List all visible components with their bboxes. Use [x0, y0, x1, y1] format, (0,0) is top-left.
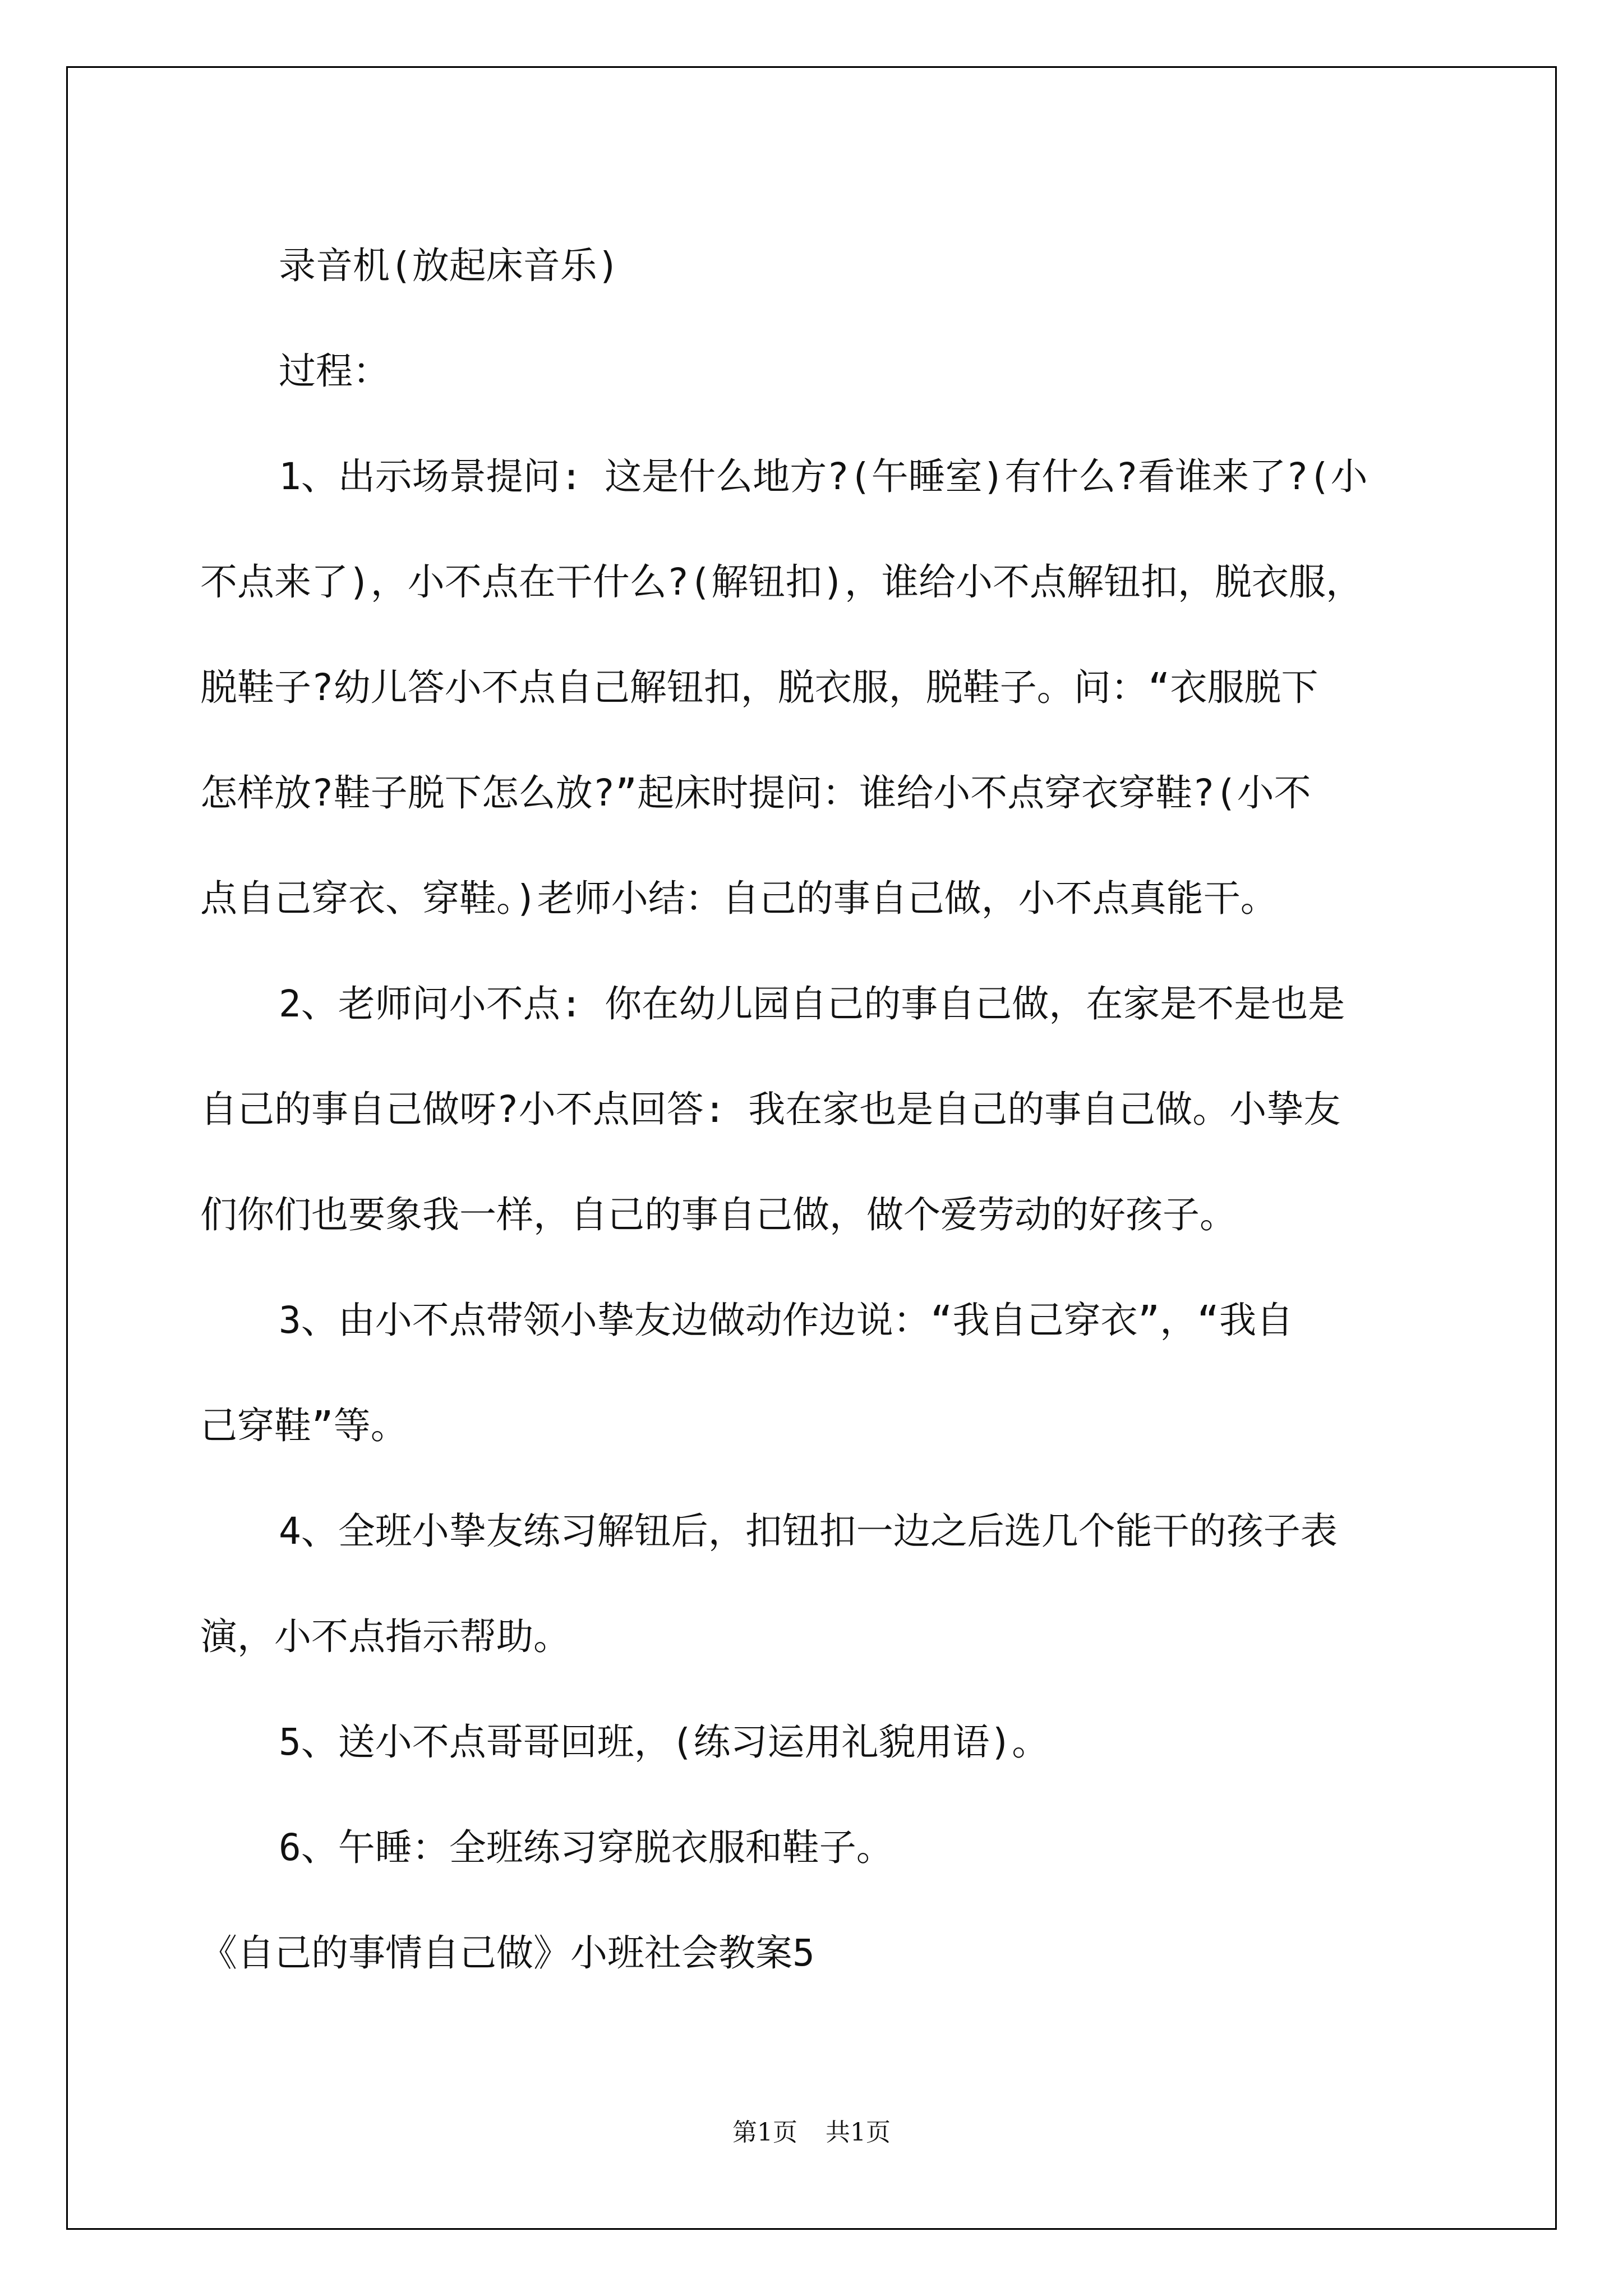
paragraph-step-3	[200, 1268, 1428, 1479]
text-line: 己穿鞋”等。	[200, 1404, 408, 1447]
paragraph-process-heading	[200, 319, 1428, 424]
text-line: 5、送小不点哥哥回班，(练习运用礼貌用语)。	[279, 1720, 1049, 1764]
page-footer	[0, 2112, 1623, 2148]
page-number-total: 共1页	[826, 2118, 891, 2147]
paragraph-materials	[200, 213, 1428, 319]
text-line: 自己的事自己做呀?小不点回答: 我在家也是自己的事自己做。小挚友	[200, 1088, 1341, 1131]
document-body	[200, 213, 1428, 2006]
text-line: 过程：	[279, 349, 390, 393]
text-line: 点自己穿衣、穿鞋。)老师小结：自己的事自己做，小不点真能干。	[200, 877, 1278, 920]
text-line: 6、午睡：全班练习穿脱衣服和鞋子。	[279, 1826, 893, 1869]
section-heading	[200, 1901, 1428, 2006]
paragraph-step-5	[200, 1690, 1428, 1795]
text-line: 录音机(放起床音乐)	[279, 244, 620, 287]
text-line: 《自己的事情自己做》小班社会教案5	[200, 1931, 815, 1975]
text-line: 4、全班小挚友练习解钮后，扣钮扣一边之后选几个能干的孩子表	[279, 1510, 1338, 1553]
text-line: 不点来了)，小不点在干什么?(解钮扣)，谁给小不点解钮扣，脱衣服，	[200, 560, 1363, 604]
paragraph-step-1	[200, 424, 1428, 951]
text-line: 演，小不点指示帮助。	[200, 1615, 570, 1658]
text-line: 3、由小不点带领小挚友边做动作边说：“我自己穿衣”，“我自	[279, 1299, 1293, 1342]
text-line: 脱鞋子?幼儿答小不点自己解钮扣，脱衣服，脱鞋子。问：“衣服脱下	[200, 666, 1318, 709]
page-number-current: 第1页	[732, 2118, 797, 2147]
paragraph-step-4	[200, 1479, 1428, 1690]
text-line: 2、老师问小不点: 你在幼儿园自己的事自己做，在家是不是也是	[279, 982, 1345, 1025]
text-line: 1、出示场景提问: 这是什么地方?(午睡室)有什么?看谁来了?(小	[279, 455, 1368, 498]
text-line: 们你们也要象我一样，自己的事自己做，做个爱劳动的好孩子。	[200, 1193, 1237, 1236]
paragraph-step-2	[200, 951, 1428, 1268]
text-line: 怎样放?鞋子脱下怎么放?”起床时提问：谁给小不点穿衣穿鞋?(小不	[200, 771, 1311, 815]
paragraph-step-6	[200, 1795, 1428, 1901]
